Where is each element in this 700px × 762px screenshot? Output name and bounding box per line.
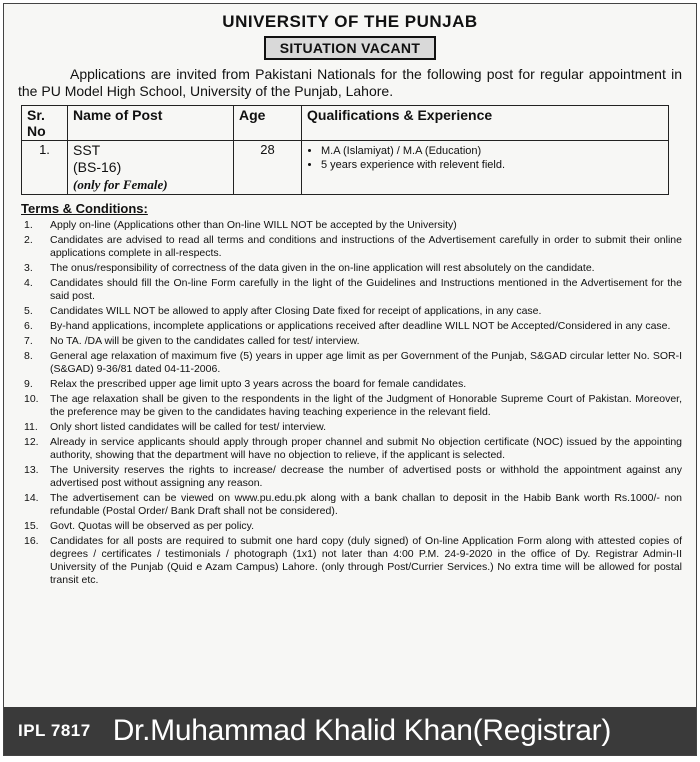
- header-qualifications: Qualifications & Experience: [302, 106, 669, 141]
- list-item: [24, 234, 682, 260]
- list-item: [24, 464, 682, 490]
- list-item: [24, 305, 682, 318]
- cell-qualifications: [302, 141, 669, 195]
- term-number: 14.: [24, 492, 39, 504]
- term-number: 16.: [24, 535, 39, 547]
- list-item: [24, 219, 682, 232]
- term-text: The onus/responsibility of correctness of the data given in the on-line application will rest absolutely on the candidate.: [50, 262, 595, 274]
- footer-bar: [4, 707, 696, 755]
- list-item: [24, 350, 682, 376]
- term-text: Candidates WILL NOT be allowed to apply after Closing Date fixed for receipt of applications, in any case.: [50, 305, 542, 317]
- intro-paragraph: Applications are invited from Pakistani Nationals for the following post for regular appointment in the PU Model High School, University of the Punjab, Lahore.: [18, 66, 682, 99]
- subtitle-wrap: [4, 36, 696, 60]
- post-note: (only for Female): [73, 177, 168, 192]
- page-title: UNIVERSITY OF THE PUNJAB: [222, 12, 478, 31]
- list-item: [24, 335, 682, 348]
- term-text: Candidates should fill the On-line Form carefully in the light of the Guidelines and Instructions mentioned in the Advertisement for the said post.: [50, 277, 682, 302]
- list-item: [24, 262, 682, 275]
- term-text: Relax the prescribed upper age limit upto 3 years across the board for female candidates.: [50, 378, 467, 390]
- terms-list: [24, 219, 682, 587]
- term-number: 10.: [24, 393, 39, 405]
- situation-vacant-banner: SITUATION VACANT: [264, 36, 436, 60]
- list-item: [24, 277, 682, 303]
- list-item: [24, 320, 682, 333]
- post-table: [21, 105, 669, 195]
- signatory-name: Dr.Muhammad Khalid Khan(Registrar): [112, 714, 612, 747]
- list-item: [24, 520, 682, 533]
- terms-heading: Terms & Conditions:: [21, 201, 148, 216]
- list-item: [24, 421, 682, 434]
- post-table-header-row: [22, 106, 669, 141]
- term-number: 2.: [24, 234, 33, 246]
- header-name-of-post: Name of Post: [68, 106, 234, 141]
- term-number: 13.: [24, 464, 39, 476]
- term-text: Govt. Quotas will be observed as per policy.: [50, 520, 255, 532]
- term-text: General age relaxation of maximum five (5) years in upper age limit as per Government of the Punjab, S&GAD circular letter No. SOR-I (S&GAD) 9-36/81 dated 04-11-2006.: [50, 350, 682, 375]
- list-item: [24, 535, 682, 587]
- cell-sr-no: 1.: [22, 141, 68, 195]
- list-item: [24, 393, 682, 419]
- cell-post: [68, 141, 234, 195]
- term-text: Only short listed candidates will be called for test/ interview.: [50, 421, 327, 433]
- term-number: 8.: [24, 350, 33, 362]
- term-number: 11.: [24, 421, 38, 433]
- qualification-item: • M.A (Islamiyat) / M.A (Education): [321, 144, 663, 158]
- term-number: 12.: [24, 436, 39, 448]
- term-text: Apply on-line (Applications other than On-line WILL NOT be accepted by the University): [50, 219, 457, 231]
- term-text: The University reserves the rights to increase/ decrease the number of advertised posts or withhold the appointment against any advertised post without assigning any reason.: [50, 464, 682, 489]
- list-item: [24, 436, 682, 462]
- table-row: [22, 141, 669, 195]
- term-text: No TA. /DA will be given to the candidates called for test/ interview.: [50, 335, 360, 347]
- header-sr-no: Sr. No: [22, 106, 68, 141]
- ipl-number: IPL 7817: [18, 721, 91, 740]
- post-scale: (BS-16): [73, 159, 122, 175]
- term-number: 6.: [24, 320, 33, 332]
- term-number: 15.: [24, 520, 39, 532]
- term-text: The advertisement can be viewed on www.pu.edu.pk along with a bank challan to deposit in the Habib Bank worth Rs.1000/- non refundable (Postal Order/ Bank Draft shall not be considered).: [50, 492, 682, 517]
- term-number: 1.: [24, 219, 33, 231]
- term-number: 3.: [24, 262, 33, 274]
- qualification-item: • 5 years experience with relevent field.: [321, 158, 663, 172]
- term-number: 5.: [24, 305, 33, 317]
- term-number: 4.: [24, 277, 33, 289]
- term-text: Candidates are advised to read all terms and conditions and instructions of the Advertisement carefully in order to submit their online applications complete in all-respects.: [50, 234, 682, 259]
- qualifications-list: [307, 144, 663, 172]
- header-age: Age: [234, 106, 302, 141]
- advertisement-page: [3, 3, 697, 756]
- cell-age: 28: [234, 141, 302, 195]
- term-text: Candidates for all posts are required to submit one hard copy (duly signed) of On-line Application Form along with attested copies of degrees / certificates / testimonials / photograph (1x1) not later than 4:00 P.M. 24-9-2020 in the office of Dy. Registrar Admin-II University of the Punjab (Quid e Azam Campus) Lahore. (only through Post/Currier Services.) No extra time will be allowed for postal transit etc.: [50, 535, 682, 586]
- term-text: The age relaxation shall be given to the respondents in the light of the Judgment of Honorable Supreme Court of Pakistan. Moreover, the preference may be given to the candidates having teaching experience in the relevant field.: [50, 393, 682, 418]
- term-number: 9.: [24, 378, 33, 390]
- post-name: SST: [73, 142, 101, 158]
- list-item: [24, 492, 682, 518]
- term-number: 7.: [24, 335, 33, 347]
- term-text: Already in service applicants should apply through proper channel and submit No objection certificate (NOC) issued by the appointing authority, showing that the department will have no objection to relieve, if the applicant is selected.: [50, 436, 682, 461]
- term-text: By-hand applications, incomplete applications or applications received after deadline WILL NOT be Accepted/Considered in any case.: [50, 320, 671, 332]
- list-item: [24, 378, 682, 391]
